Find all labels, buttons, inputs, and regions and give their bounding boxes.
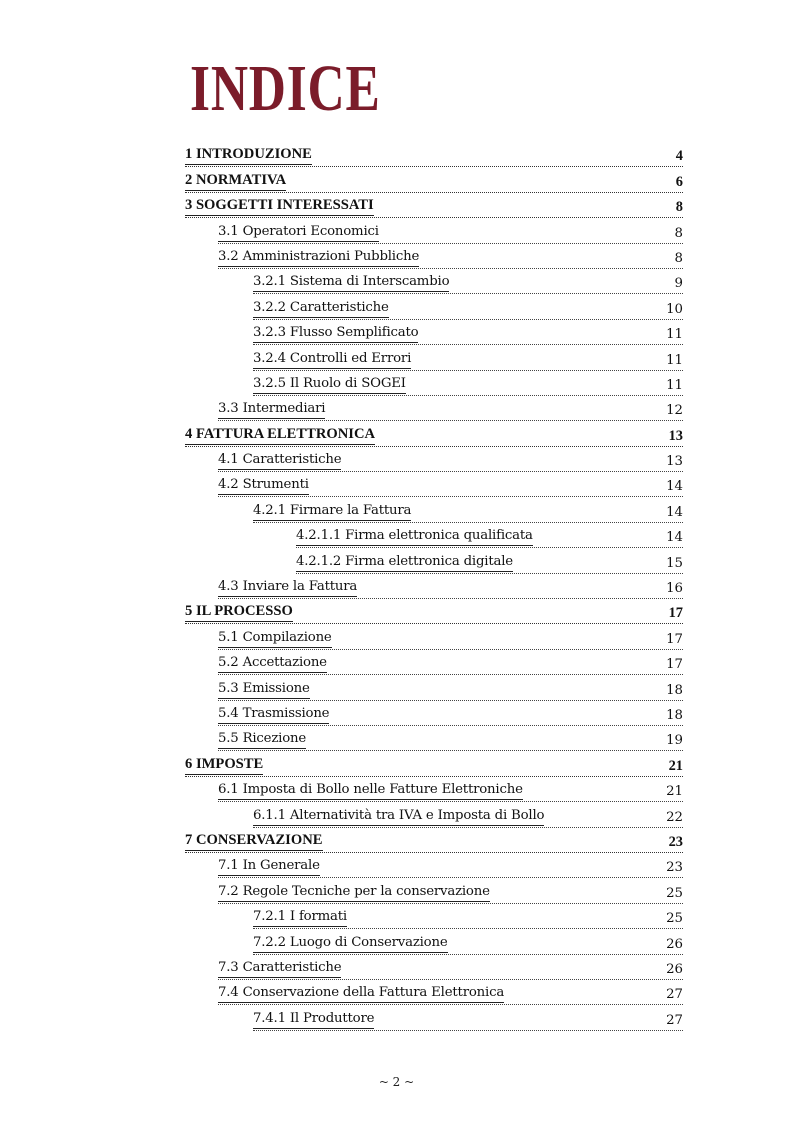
dot-leader xyxy=(253,395,683,396)
dot-leader xyxy=(253,319,683,320)
dot-leader xyxy=(218,649,683,650)
toc-entry-label[interactable]: 7.2.2 Luogo di Conservazione xyxy=(253,934,448,953)
toc-entry-label[interactable]: 4.3 Inviare la Fattura xyxy=(218,578,357,597)
toc-entry[interactable] xyxy=(185,473,683,498)
table-of-contents xyxy=(185,143,683,1032)
toc-entry-label[interactable]: 3 SOGGETTI INTERESSATI xyxy=(185,197,374,216)
toc-entry-page-number: 26 xyxy=(666,961,683,977)
toc-entry-label[interactable]: 4.2.1 Firmare la Fattura xyxy=(253,502,411,521)
dot-leader xyxy=(296,547,683,548)
toc-entry-label[interactable]: 6 IMPOSTE xyxy=(185,756,263,775)
toc-entry-label[interactable]: 5.2 Accettazione xyxy=(218,654,327,673)
toc-entry[interactable] xyxy=(185,1006,683,1031)
toc-entry-page-number: 27 xyxy=(666,1012,683,1028)
toc-entry-page-number: 27 xyxy=(666,987,683,1003)
toc-entry-page-number: 9 xyxy=(674,276,683,292)
toc-entry-label[interactable]: 2 NORMATIVA xyxy=(185,172,286,191)
toc-entry[interactable] xyxy=(185,727,683,752)
dot-leader xyxy=(218,903,683,904)
toc-entry[interactable] xyxy=(185,245,683,270)
toc-entry[interactable] xyxy=(185,448,683,473)
toc-entry[interactable] xyxy=(185,295,683,320)
toc-entry-label[interactable]: 4 FATTURA ELETTRONICA xyxy=(185,426,375,445)
toc-entry[interactable] xyxy=(185,803,683,828)
dot-leader xyxy=(185,166,683,167)
toc-entry-label[interactable]: 7.1 In Generale xyxy=(218,857,320,876)
dot-leader xyxy=(253,370,683,371)
dot-leader xyxy=(253,928,683,929)
toc-entry-page-number: 25 xyxy=(666,911,683,927)
toc-entry-page-number: 12 xyxy=(666,403,683,419)
dot-leader xyxy=(218,725,683,726)
dot-leader xyxy=(253,954,683,955)
toc-entry-label[interactable]: 1 INTRODUZIONE xyxy=(185,146,312,165)
dot-leader xyxy=(218,877,683,878)
dot-leader xyxy=(218,471,683,472)
toc-entry[interactable] xyxy=(185,270,683,295)
toc-entry-page-number: 15 xyxy=(666,555,683,571)
toc-entry-label[interactable]: 3.2.5 Il Ruolo di SOGEI xyxy=(253,375,406,394)
dot-leader xyxy=(253,293,683,294)
toc-entry-label[interactable]: 7.2 Regole Tecniche per la conservazione xyxy=(218,883,490,902)
toc-entry-label[interactable]: 7.4.1 Il Produttore xyxy=(253,1010,374,1029)
toc-entry-page-number: 8 xyxy=(674,225,683,241)
dot-leader xyxy=(218,979,683,980)
toc-entry-page-number: 14 xyxy=(666,504,683,520)
toc-entry-page-number: 13 xyxy=(666,454,683,470)
toc-entry-label[interactable]: 4.1 Caratteristiche xyxy=(218,451,341,470)
toc-entry[interactable] xyxy=(185,956,683,981)
toc-entry-page-number: 14 xyxy=(666,479,683,495)
toc-entry[interactable] xyxy=(185,981,683,1006)
toc-entry[interactable] xyxy=(185,549,683,574)
toc-entry[interactable] xyxy=(185,829,683,854)
toc-entry[interactable] xyxy=(185,498,683,523)
toc-entry[interactable] xyxy=(185,625,683,650)
toc-entry[interactable] xyxy=(185,879,683,904)
toc-entry-label[interactable]: 4.2 Strumenti xyxy=(218,476,309,495)
toc-entry-page-number: 19 xyxy=(666,733,683,749)
toc-entry-label[interactable]: 7.4 Conservazione della Fattura Elettronica xyxy=(218,984,504,1003)
toc-entry[interactable] xyxy=(185,346,683,371)
toc-entry-label[interactable]: 5.5 Ricezione xyxy=(218,730,306,749)
toc-entry-page-number: 17 xyxy=(668,605,683,622)
toc-entry-page-number: 21 xyxy=(666,784,683,800)
toc-entry-page-number: 4 xyxy=(675,148,683,165)
dot-leader xyxy=(253,827,683,828)
toc-entry-label[interactable]: 3.1 Operatori Economici xyxy=(218,223,379,242)
dot-leader xyxy=(218,674,683,675)
toc-entry-page-number: 23 xyxy=(666,860,683,876)
toc-entry-label[interactable]: 4.2.1.2 Firma elettronica digitale xyxy=(296,553,513,572)
toc-entry-page-number: 22 xyxy=(666,809,683,825)
toc-entry[interactable] xyxy=(185,524,683,549)
toc-entry[interactable] xyxy=(185,143,683,168)
toc-entry-label[interactable]: 3.2.4 Controlli ed Errori xyxy=(253,350,411,369)
dot-leader xyxy=(218,243,683,244)
dot-leader xyxy=(218,750,683,751)
dot-leader xyxy=(253,522,683,523)
toc-entry[interactable] xyxy=(185,651,683,676)
toc-entry-label[interactable]: 5.1 Compilazione xyxy=(218,629,332,648)
dot-leader xyxy=(218,268,683,269)
toc-entry[interactable] xyxy=(185,854,683,879)
toc-entry-page-number: 25 xyxy=(666,885,683,901)
toc-entry-page-number: 18 xyxy=(666,707,683,723)
dot-leader xyxy=(185,446,683,447)
toc-entry-page-number: 11 xyxy=(666,377,683,393)
dot-leader xyxy=(218,496,683,497)
toc-entry-label[interactable]: 3.2 Amministrazioni Pubbliche xyxy=(218,248,419,267)
toc-entry-label[interactable]: 7.3 Caratteristiche xyxy=(218,959,341,978)
toc-entry[interactable] xyxy=(185,778,683,803)
dot-leader xyxy=(218,420,683,421)
toc-entry-page-number: 6 xyxy=(675,173,683,190)
toc-entry-label[interactable]: 6.1 Imposta di Bollo nelle Fatture Elettroniche xyxy=(218,781,523,800)
toc-entry[interactable] xyxy=(185,397,683,422)
dot-leader xyxy=(218,1004,683,1005)
toc-entry-page-number: 11 xyxy=(666,352,683,368)
toc-entry-page-number: 18 xyxy=(666,682,683,698)
toc-entry[interactable] xyxy=(185,372,683,397)
toc-entry-page-number: 23 xyxy=(668,833,683,850)
toc-entry-label[interactable]: 5.3 Emissione xyxy=(218,680,310,699)
dot-leader xyxy=(218,700,683,701)
toc-entry-page-number: 13 xyxy=(668,427,683,444)
toc-entry[interactable] xyxy=(185,422,683,447)
toc-entry-page-number: 8 xyxy=(675,199,683,216)
toc-entry-label[interactable]: 5 IL PROCESSO xyxy=(185,603,293,622)
toc-entry[interactable] xyxy=(185,905,683,930)
toc-entry-page-number: 14 xyxy=(666,530,683,546)
toc-entry-label[interactable]: 4.2.1.1 Firma elettronica qualificata xyxy=(296,527,533,546)
toc-entry[interactable] xyxy=(185,930,683,955)
toc-entry-label[interactable]: 7.2.1 I formati xyxy=(253,908,347,927)
toc-entry-label[interactable]: 5.4 Trasmissione xyxy=(218,705,329,724)
toc-entry[interactable] xyxy=(185,676,683,701)
toc-entry-label[interactable]: 7 CONSERVAZIONE xyxy=(185,832,323,851)
toc-entry-page-number: 11 xyxy=(666,327,683,343)
dot-leader xyxy=(185,852,683,853)
dot-leader xyxy=(185,776,683,777)
toc-entry-label[interactable]: 3.2.3 Flusso Semplificato xyxy=(253,324,418,343)
toc-entry-label[interactable]: 6.1.1 Alternatività tra IVA e Imposta di Bollo xyxy=(253,807,544,826)
page-footer: ~ 2 ~ xyxy=(378,1075,415,1089)
toc-entry-page-number: 10 xyxy=(666,301,683,317)
toc-entry-label[interactable]: 3.3 Intermediari xyxy=(218,400,325,419)
toc-entry-page-number: 17 xyxy=(666,631,683,647)
toc-entry-label[interactable]: 3.2.2 Caratteristiche xyxy=(253,299,389,318)
toc-entry-page-number: 17 xyxy=(666,657,683,673)
toc-entry[interactable] xyxy=(185,575,683,600)
toc-entry-page-number: 16 xyxy=(666,581,683,597)
dot-leader xyxy=(218,801,683,802)
toc-entry[interactable] xyxy=(185,194,683,219)
dot-leader xyxy=(185,623,683,624)
toc-entry[interactable] xyxy=(185,219,683,244)
toc-entry-page-number: 8 xyxy=(674,250,683,266)
dot-leader xyxy=(253,1030,683,1031)
dot-leader xyxy=(185,217,683,218)
dot-leader xyxy=(218,598,683,599)
toc-entry-page-number: 26 xyxy=(666,936,683,952)
dot-leader xyxy=(185,192,683,193)
toc-entry-label[interactable]: 3.2.1 Sistema di Interscambio xyxy=(253,273,449,292)
dot-leader xyxy=(253,344,683,345)
toc-entry[interactable] xyxy=(185,752,683,777)
toc-entry[interactable] xyxy=(185,168,683,193)
toc-entry[interactable] xyxy=(185,600,683,625)
dot-leader xyxy=(296,573,683,574)
toc-entry-page-number: 21 xyxy=(668,757,683,774)
page-title: INDICE xyxy=(190,52,381,125)
toc-entry[interactable] xyxy=(185,702,683,727)
toc-entry[interactable] xyxy=(185,321,683,346)
